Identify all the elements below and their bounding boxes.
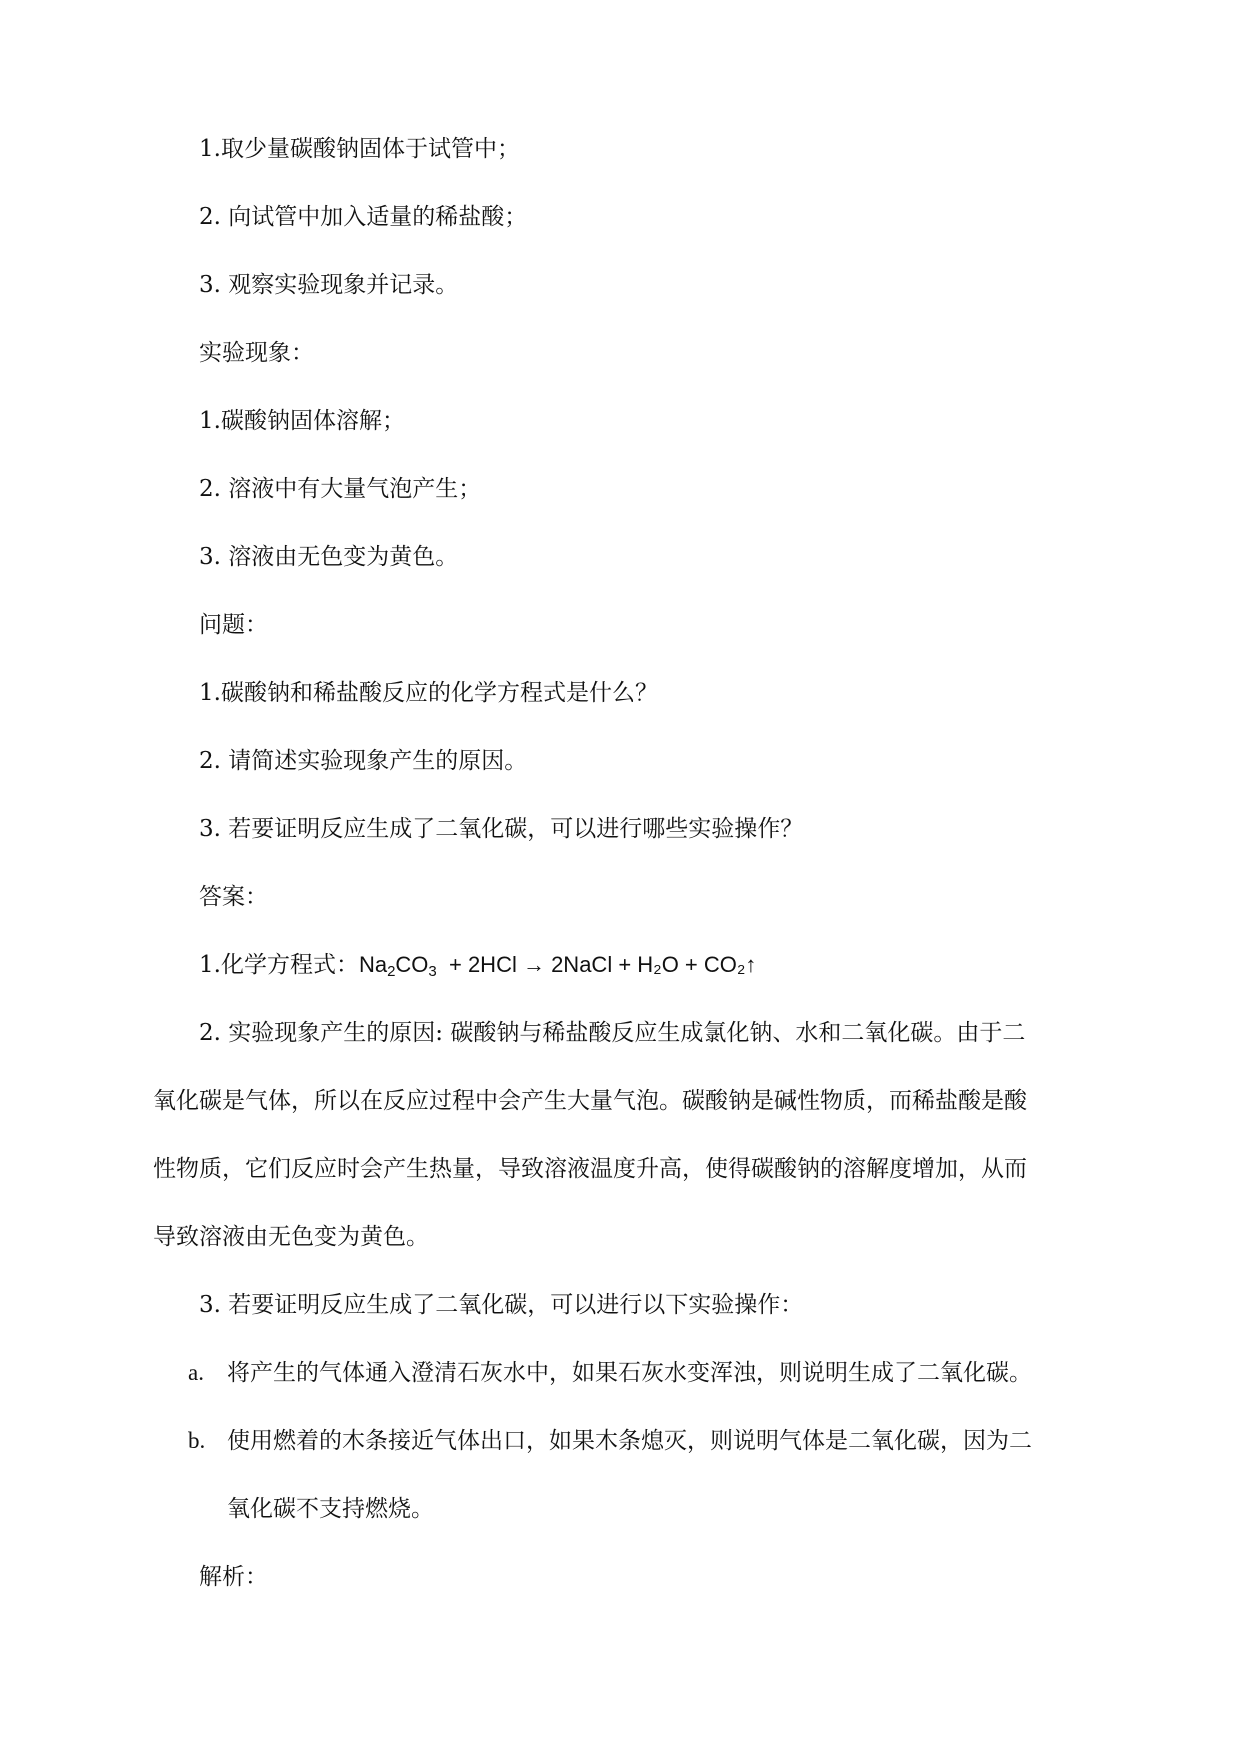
list-marker-a: a.: [188, 1360, 204, 1385]
answer-1-prefix: 1.化学方程式：: [199, 952, 359, 978]
formula-sub-3: 3: [428, 963, 437, 980]
answer-3-intro: 3. 若要证明反应生成了二氧化碳，可以进行以下实验操作：: [199, 1292, 804, 1318]
formula-sub-2: 2: [387, 963, 396, 980]
answer-2-line-2: 氧化碳是气体，所以在反应过程中会产生大量气泡。碳酸钠是碱性物质，而稀盐酸是酸: [153, 1088, 1027, 1114]
answer-2-line-4: 导致溶液由无色变为黄色。: [153, 1224, 429, 1250]
question-3: 3. 若要证明反应生成了二氧化碳，可以进行哪些实验操作？: [199, 816, 804, 842]
answer-2-line-3: 性物质，它们反应时会产生热量，导致溶液温度升高，使得碳酸钠的溶解度增加，从而: [153, 1156, 1027, 1182]
analysis-heading: 解析：: [199, 1564, 268, 1590]
step-1: 1.取少量碳酸钠固体于试管中；: [199, 136, 520, 162]
question-2: 2. 请简述实验现象产生的原因。: [199, 748, 528, 774]
step-3: 3. 观察实验现象并记录。: [199, 272, 459, 298]
formula-co: CO: [395, 952, 429, 977]
question-1: 1.碳酸钠和稀盐酸反应的化学方程式是什么？: [199, 680, 658, 706]
phenomenon-1: 1.碳酸钠固体溶解；: [199, 408, 405, 434]
list-item-a: 将产生的气体通入澄清石灰水中，如果石灰水变浑浊，则说明生成了二氧化碳。: [227, 1360, 1032, 1386]
list-item-b-line-2: 氧化碳不支持燃烧。: [227, 1496, 434, 1522]
chemical-equation: [358, 952, 757, 980]
phenomenon-2: 2. 溶液中有大量气泡产生；: [199, 476, 482, 502]
answer-2-line-1: 2. 实验现象产生的原因: 碳酸钠与稀盐酸反应生成氯化钠、水和二氧化碳。由于二: [199, 1020, 1026, 1046]
phenomenon-3: 3. 溶液由无色变为黄色。: [199, 544, 459, 570]
answers-heading: 答案：: [199, 884, 268, 910]
formula-rest: + 2HCl → 2NaCl + H₂O + CO₂↑: [436, 952, 757, 977]
answer-1: [199, 950, 756, 987]
step-2: 2. 向试管中加入适量的稀盐酸；: [199, 204, 528, 230]
formula-na: Na: [358, 952, 388, 977]
phenomena-heading: 实验现象：: [199, 340, 314, 366]
questions-heading: 问题：: [199, 612, 268, 638]
list-marker-b: b.: [188, 1428, 206, 1453]
list-item-b-line-1: 使用燃着的木条接近气体出口，如果木条熄灭，则说明气体是二氧化碳，因为二: [227, 1428, 1032, 1454]
